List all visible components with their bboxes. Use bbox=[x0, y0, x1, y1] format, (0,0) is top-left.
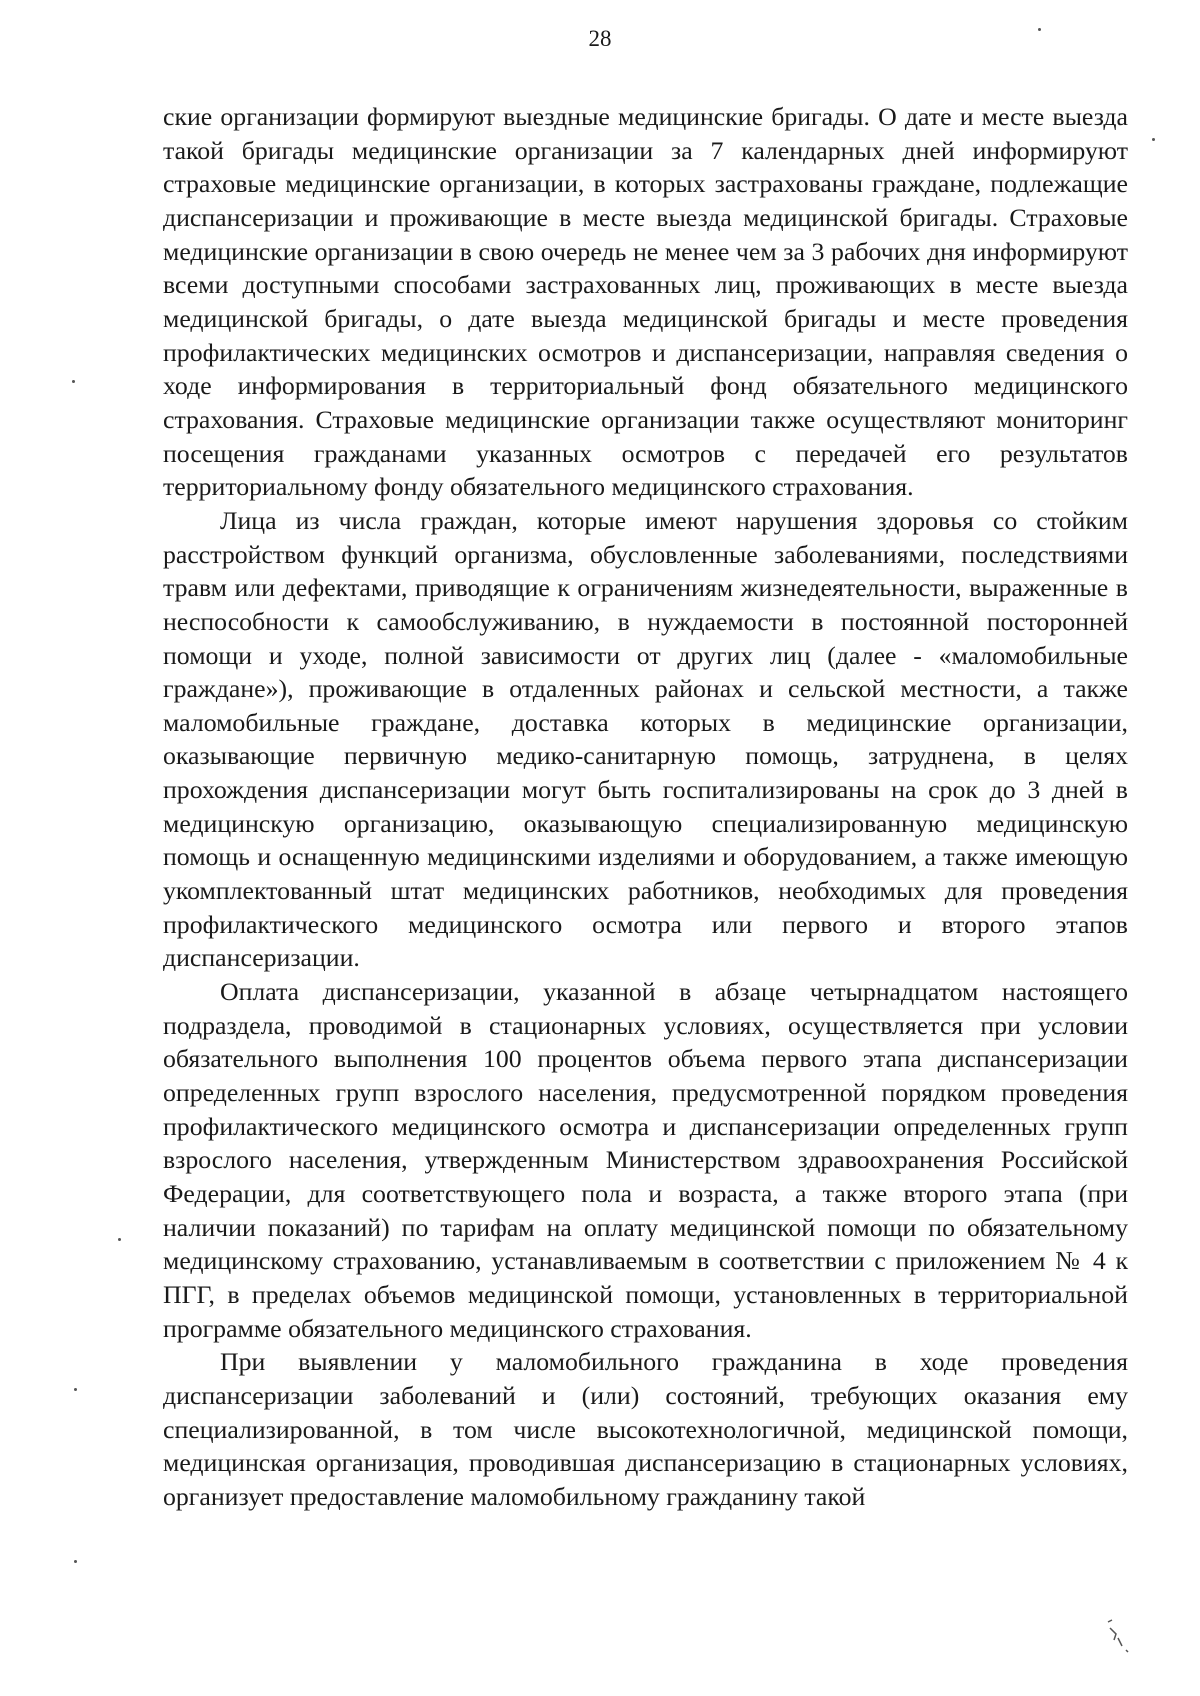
scan-speck bbox=[72, 380, 75, 383]
paragraph-continuation: ские организации формируют выездные медицинские бригады. О дате и месте выезда такой бригады медицинские организации за 7 календарных дней информируют страховые медицинские организации, в которых застрахованы граждане, подлежащие диспансеризации и проживающие в месте выезда медицинской бригады. Страховые медицинские организации в свою очередь не менее чем за 3 рабочих дня информируют всеми доступными способами застрахованных лиц, проживающих в месте выезда медицинской бригады, о дате выезда медицинской бригады и месте проведения профилактических медицинских осмотров и диспансеризации, направляя сведения о ходе информирования в территориальный фонд обязательного медицинского страхования. Страховые медицинские организации также осуществляют мониторинг посещения гражданами указанных осмотров с передачей его результатов территориальному фонду обязательного медицинского страхования. bbox=[163, 102, 1128, 502]
scan-speck bbox=[1152, 138, 1155, 141]
scan-mark-icon bbox=[1100, 1616, 1140, 1656]
document-body bbox=[163, 100, 1128, 1514]
paragraph-payment: Оплата диспансеризации, указанной в абзаце четырнадцатом настоящего подраздела, проводимой в стационарных условиях, осуществляется при условии обязательного выполнения 100 процентов объема первого этапа диспансеризации определенных групп взрослого населения, предусмотренной порядком проведения профилактического медицинского осмотра и диспансеризации определенных групп взрослого населения, утвержденным Министерством здравоохранения Российской Федерации, для соответствующего пола и возраста, а также второго этапа (при наличии показаний) по тарифам на оплату медицинской помощи по обязательному медицинскому страхованию, устанавливаемым в соответствии с приложением № 4 к ПГГ, в пределах объемов медицинской помощи, установленных в территориальной программе обязательного медицинского страхования. bbox=[163, 977, 1128, 1343]
scan-speck bbox=[74, 1560, 77, 1563]
scan-speck bbox=[74, 1388, 77, 1391]
scan-speck bbox=[118, 1238, 121, 1241]
paragraph-low-mobility-citizens: Лица из числа граждан, которые имеют нарушения здоровья со стойким расстройством функций организма, обусловленные заболеваниями, последствиями травм или дефектами, приводящие к ограничениям жизнедеятельности, выраженные в неспособности к самообслуживанию, в нуждаемости в постоянной посторонней помощи и уходе, полной зависимости от других лиц (далее - «маломобильные граждане»), проживающие в отдаленных районах и сельской местности, а также маломобильные граждане, доставка которых в медицинские организации, оказывающие первичную медико-санитарную помощь, затруднена, в целях прохождения диспансеризации могут быть госпитализированы на срок до 3 дней в медицинскую организацию, оказывающую специализированную медицинскую помощь и оснащенную медицинскими изделиями и оборудованием, а также имеющую укомплектованный штат медицинских работников, необходимых для проведения профилактического медицинского осмотра или первого и второго этапов диспансеризации. bbox=[163, 505, 1128, 973]
scan-speck bbox=[1038, 28, 1041, 31]
paragraph-detection: При выявлении у маломобильного гражданина в ходе проведения диспансеризации заболеваний и (или) состояний, требующих оказания ему специализированной, в том числе высокотехнологичной, медицинской помощи, медицинская организация, проводившая диспансеризацию в стационарных условиях, организует предоставление маломобильному гражданину такой bbox=[163, 1347, 1128, 1511]
page-number: 28 bbox=[588, 26, 612, 51]
